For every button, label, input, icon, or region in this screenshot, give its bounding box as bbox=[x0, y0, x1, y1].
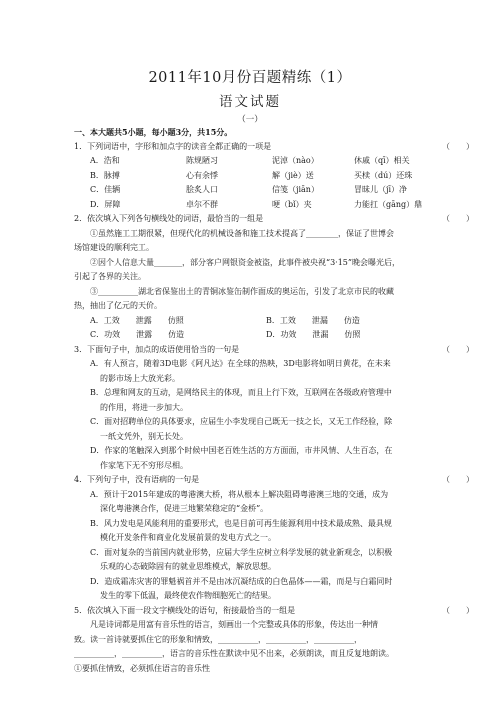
sentence-line: ①虽然施工工期很紧，但现代化的机械设备和施工技术提高了________，保证了世博会 bbox=[90, 228, 394, 238]
question-2 bbox=[74, 212, 474, 227]
sentence-line: ③__________湖北省保鉴出土的青铜冰鉴缶制作面成的奥运缶，引发了北京市民的收藏 bbox=[90, 286, 394, 296]
option-line: 深化粤港澳合作，促进三地繁荣稳定的“金桥”。 bbox=[100, 504, 269, 513]
page-subtitle: 语文试题 bbox=[219, 94, 281, 110]
option-line: 的影市场上大放光彩。 bbox=[100, 373, 180, 383]
option-line: C．面对复杂的当前国内就业形势，应届大学生应树立科学发展的就业新观念，以积极 bbox=[90, 547, 393, 557]
option-cell: 脍炙人口 bbox=[186, 185, 218, 194]
option-row bbox=[74, 328, 442, 343]
option-cell: C．佳辆 bbox=[90, 185, 121, 194]
passage-line: 凡是诗词都是用富有音乐性的语言，刻画出一个完整或具体的形象，传达出一种情 bbox=[90, 620, 378, 629]
option-cell: A．浩和 bbox=[90, 156, 120, 165]
answer-paren: （ ） bbox=[442, 605, 474, 615]
option-cell: 休戚（qī）相关 bbox=[354, 156, 410, 165]
option-cell: D．功效 泄漏 仿照 bbox=[266, 330, 361, 339]
question-stem: 2．依次填入下列各句横线处的词语，最恰当的一组是 bbox=[74, 214, 264, 223]
option-line: 作家笔下无不穷形尽相。 bbox=[100, 460, 188, 470]
exam-content bbox=[74, 125, 474, 676]
option-cell: D．屏障 bbox=[90, 199, 121, 209]
option-row bbox=[74, 183, 442, 198]
question-stem: 1．下列词语中，字形和加点字的读音全都正确的一项是 bbox=[74, 141, 272, 151]
answer-paren: （ ） bbox=[442, 475, 474, 484]
option-line: 乐观的心态破除固有的就业思维模式，解放思想。 bbox=[100, 562, 276, 571]
option-cell: C．功效 泄露 仿造 bbox=[90, 330, 185, 339]
option-line: B．总理和网友的互动，是网络民主的体现，而且上行下效，互联网在各级政府管理中 bbox=[90, 388, 392, 397]
option-cell: 卓尔不群 bbox=[186, 199, 218, 209]
sentence-line: 热，抽出了亿元的天价。 bbox=[74, 301, 162, 310]
option-cell: B．脉搏 bbox=[90, 170, 120, 180]
option-row bbox=[74, 314, 442, 329]
option-line: B．风力发电是风能利用的重要形式，也是目前可再生能源利用中技术最成熟、最具规 bbox=[90, 518, 392, 528]
sentence-line: 场馆建设的顺利完工。 bbox=[74, 243, 154, 252]
option-cell: 信笺（jiān） bbox=[272, 185, 319, 194]
page-title: 2011年10月份百题精练（1） bbox=[148, 70, 352, 86]
option-line: D．作家的笔触深入到那个时候中国老百姓生活的方方面面，市井风情、人生百态，在 bbox=[90, 446, 393, 455]
option-line: 的作用，将进一步加大。 bbox=[100, 402, 188, 412]
question-stem: 3．下面句子中，加点的成语使用恰当的一句是 bbox=[74, 344, 240, 354]
question-stem: 4．下列句子中，没有语病的一句是 bbox=[74, 475, 200, 484]
passage-line: 致。读一首诗就要抓住它的形象和情致，__________，__________，__________， bbox=[74, 634, 362, 644]
option-line: A．预计于2015年建成的粤港澳大桥，将从根本上解决阻碍粤港澳三地的交通，成为 bbox=[90, 489, 389, 499]
answer-paren: （ ） bbox=[442, 214, 474, 223]
option-row bbox=[74, 169, 442, 184]
answer-paren: （ ） bbox=[442, 344, 474, 354]
option-line: 一纸文凭外，别无长处。 bbox=[100, 431, 188, 441]
option-cell: A．工效 泄露 仿照 bbox=[90, 315, 184, 325]
option-cell: 力能扛（gāng）鼎 bbox=[354, 199, 423, 209]
answer-paren: （ ） bbox=[442, 141, 474, 151]
passage-line: ①要抓住情致，必须抓住语言的音乐性 bbox=[74, 663, 210, 673]
option-cell: B．工效 泄漏 仿造 bbox=[266, 315, 360, 325]
question-stem: 5．依次填入下面一段文字横线处的语句，衔接最恰当的一组是 bbox=[74, 605, 296, 615]
option-cell: 冒昧儿（jī）净 bbox=[354, 185, 408, 194]
option-row bbox=[74, 198, 442, 213]
option-cell: 哽（bǐ）夹 bbox=[272, 199, 312, 209]
option-line: 发生的零下低温，最终使农作物细胞死亡的结果。 bbox=[100, 591, 276, 600]
option-line: 模化开发条件和商业化发展前景的发电方式之一。 bbox=[100, 533, 276, 542]
option-cell: 心有余悸 bbox=[186, 170, 218, 180]
option-line: C．面对招聘单位的具体要求，应届生小李发现自己既无一技之长，又无工作经验，除 bbox=[90, 417, 393, 426]
question-3 bbox=[74, 343, 474, 358]
question-4 bbox=[74, 473, 474, 488]
sentence-line: ②因个人信息大量_______，部分客户网银资金被盗，此事件被央视“3·15”晚会曝光后， bbox=[90, 257, 400, 267]
option-cell: 陈规陋习 bbox=[186, 156, 218, 165]
question-5 bbox=[74, 604, 474, 619]
question-1 bbox=[74, 140, 474, 155]
option-cell: 买椟（dú）还珠 bbox=[354, 170, 413, 180]
option-cell: 解（jiè）送 bbox=[272, 170, 314, 180]
sentence-line: 引起了各界的关注。 bbox=[74, 272, 146, 281]
part-label: （一） bbox=[237, 115, 263, 125]
option-cell: 泥淖（nào） bbox=[272, 156, 319, 165]
option-line: A．有人预言，随着3D电影《阿凡达》在全球的热映，3D电影将如明日黄花，在未来 bbox=[90, 359, 391, 368]
section-heading: 一、本大题共5小题，每小题3分，共15分。 bbox=[74, 127, 233, 137]
passage-line: __________，__________，语言的音乐性在默读中见不出来，必须朗读，而且反复地朗读。 bbox=[74, 649, 394, 658]
option-row bbox=[74, 154, 442, 169]
option-line: D．造成霜冻灾害的罪魁祸首并不是由冰沉凝结成的白色晶体——霜，而是与白霜同时 bbox=[90, 576, 393, 586]
